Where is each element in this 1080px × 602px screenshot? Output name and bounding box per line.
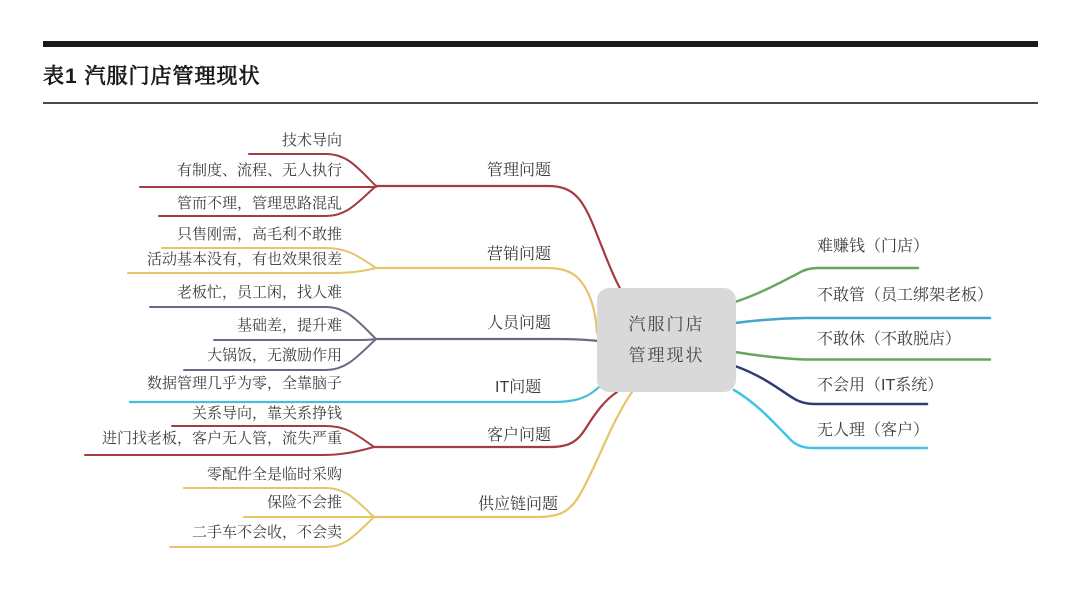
- right-label-no-customer-care: 无人理（客户）: [817, 422, 930, 439]
- branch-label-personnel: 人员问题: [487, 315, 552, 332]
- branch-label-supply-chain: 供应链问题: [478, 496, 559, 513]
- page-title: 表1 汽服门店管理现状: [43, 65, 261, 88]
- branch-label-it: IT问题: [495, 379, 542, 396]
- central-topic-node: [597, 288, 736, 392]
- right-label-dare-not-manage: 不敢管（员工绑架老板）: [817, 287, 994, 304]
- item-customer-loss: 进门找老板，客户无人管，流失严重: [101, 430, 342, 447]
- item-insurance: 保险不会推: [266, 494, 342, 511]
- item-chaotic-management: 管而不理，管理思路混乱: [176, 195, 342, 212]
- item-adhoc-parts: 零配件全是临时采购: [206, 466, 342, 483]
- item-no-execution: 有制度、流程、无人执行: [176, 162, 342, 179]
- branch-label-customer: 客户问题: [487, 427, 552, 444]
- item-no-campaigns: 活动基本没有，有也效果很差: [146, 251, 342, 268]
- branch-line-management: [376, 186, 622, 292]
- item-used-cars: 二手车不会收，不会卖: [191, 524, 342, 541]
- item-tech-oriented: 技术导向: [281, 132, 342, 149]
- item-zero-data: 数据管理几乎为零，全靠脑子: [146, 375, 342, 392]
- underline-weak-basics: [214, 339, 376, 340]
- right-label-dare-not-rest: 不敢休（不敢脱店）: [817, 331, 962, 348]
- branch-label-management: 管理问题: [487, 162, 552, 179]
- branch-line-dare-not-manage: [735, 318, 990, 323]
- central-topic-line2: 管理现状: [628, 346, 705, 365]
- right-label-cannot-use-it: 不会用（IT系统）: [817, 377, 944, 394]
- branch-line-personnel: [376, 339, 598, 341]
- branch-line-dare-not-rest: [735, 352, 990, 360]
- underline-customer-loss: [85, 447, 374, 455]
- right-label-hard-profit: 难赚钱（门店）: [817, 238, 930, 255]
- item-weak-basics: 基础差，提升难: [236, 317, 342, 334]
- item-only-basics: 只售刚需，高毛利不敢推: [176, 226, 342, 243]
- item-relation-oriented: 关系导向，靠关系挣钱: [191, 405, 342, 422]
- item-no-incentive: 大锅饭，无激励作用: [206, 347, 342, 364]
- item-boss-busy: 老板忙，员工闲，找人难: [176, 284, 342, 301]
- branch-label-marketing: 营销问题: [487, 246, 552, 263]
- central-topic-line1: 汽服门店: [628, 315, 705, 334]
